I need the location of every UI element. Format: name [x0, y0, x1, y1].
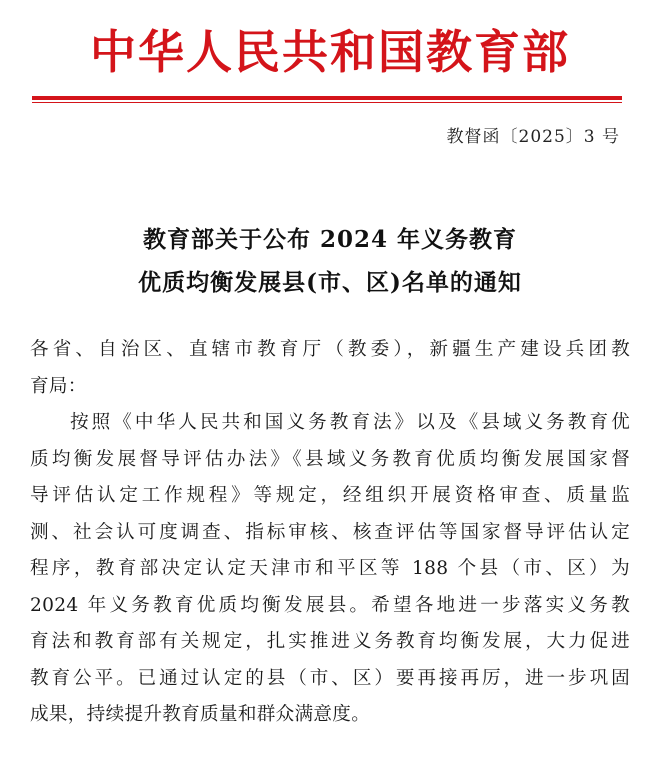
- document-number: 教督函〔2025〕3 号: [446, 127, 620, 147]
- paragraph-line-4: 测、社会认可度调查、指标审核、核查评估等国家督导评估认定: [30, 521, 630, 543]
- paragraph-line-7: 育法和教育部有关规定，扎实推进义务教育均衡发展，大力促进: [30, 631, 630, 652]
- salutation-line-1: 各省、自治区、直辖市教育厅（教委），新疆生产建设兵团教: [30, 339, 630, 360]
- salutation: [30, 332, 630, 405]
- salutation-line-2: 育局：: [30, 375, 87, 397]
- masthead-title: 中华人民共和国教育部: [90, 25, 570, 79]
- paragraph-line-6: 2024 年义务教育优质均衡发展县。希望各地进一步落实义务教: [30, 594, 630, 616]
- red-rule-thick: [32, 96, 622, 100]
- paragraph-line-9: 成果，持续提升教育质量和群众满意度。: [30, 704, 371, 725]
- red-rule-thin: [32, 102, 622, 103]
- notice-title-line-1: 教育部关于公布 2024 年义务教育: [142, 226, 518, 253]
- paragraph-line-1: 按照《中华人民共和国义务教育法》以及《县域义务教育优: [70, 412, 630, 433]
- paragraph-line-2: 质均衡发展督导评估办法》《县域义务教育优质均衡发展国家督: [30, 448, 630, 470]
- paragraph-line-8: 教育公平。已通过认定的县（市、区）要再接再厉，进一步巩固: [30, 667, 630, 689]
- body-paragraph: [30, 405, 630, 734]
- paragraph-line-5: 程序，教育部决定认定天津市和平区等 188 个县（市、区）为: [30, 558, 630, 579]
- paragraph-line-3: 导评估认定工作规程》等规定，经组织开展资格审查、质量监: [30, 485, 630, 506]
- notice-title-line-2: 优质均衡发展县(市、区)名单的通知: [138, 269, 522, 296]
